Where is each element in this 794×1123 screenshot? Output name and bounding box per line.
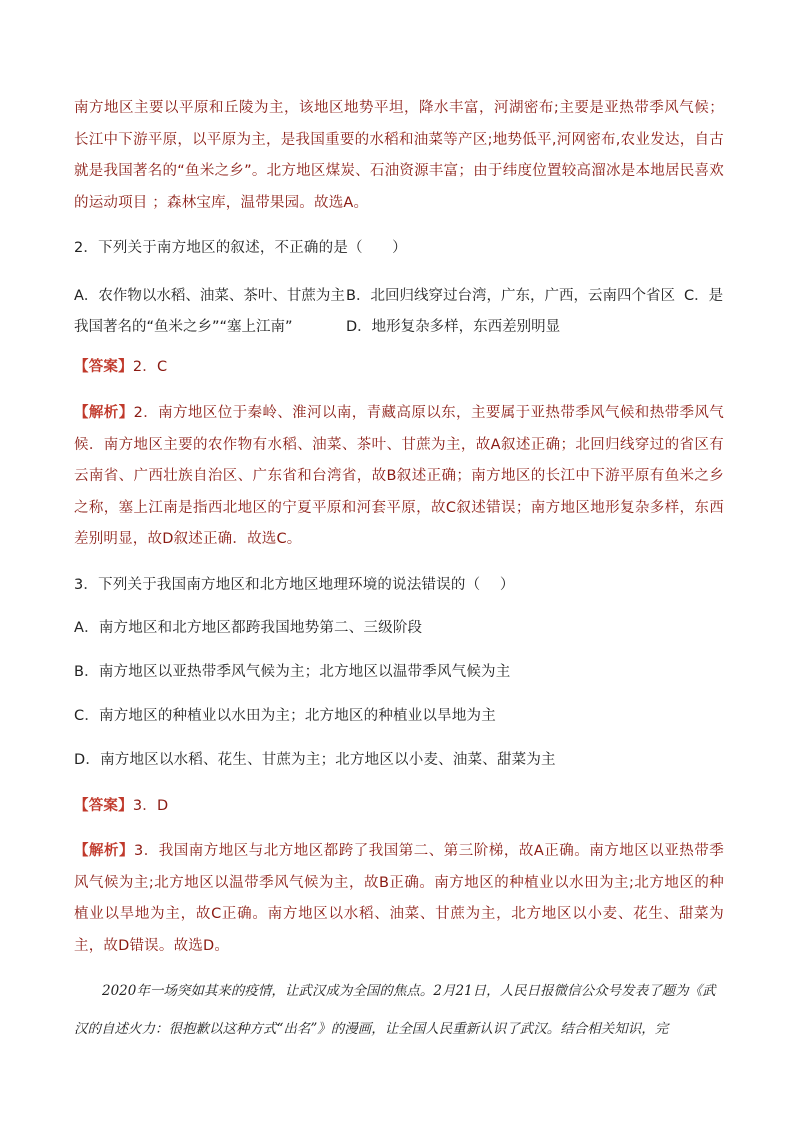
question-3-option-b: B．南方地区以亚热带季风气候为主；北方地区以温带季风气候为主 — [74, 664, 511, 680]
question-3-option-a: A．南方地区和北方地区都跨我国地势第二、三级阶段 — [74, 620, 423, 636]
question-2-option-a: A．农作物以水稻、油菜、茶叶、甘蔗为主 — [74, 288, 345, 304]
explanation-paragraph-1: 南方地区主要以平原和丘陵为主，该地区地势平坦，降水丰富，河湖密布;主要是亚热带季风气候；长江中下游平原，以平原为主，是我国重要的水稻和油菜等产区;地势低平,河网密布,农业发达，自古就是我国著名的“鱼米之乡”。北方地区煤炭、石油资源丰富；由于纬度位置较高溜冰是本地居民喜欢的运动项目 ；森林宝库，温带果园。故选A。 — [74, 100, 724, 211]
question-2-option-d: D．地形复杂多样，东西差别明显 — [346, 319, 561, 335]
answer-value: 3．D — [132, 798, 169, 814]
question-2-option-c-end: 我国著名的“鱼米之乡”“塞上江南” — [74, 319, 293, 335]
question-2-analysis — [74, 398, 724, 556]
question-2-option-b: B．北回归线穿过台湾，广东，广西，云南四个省区 — [346, 288, 675, 304]
question-3-option-d: D．南方地区以水稻、花生、甘蔗为主；北方地区以小麦、油菜、甜菜为主 — [74, 752, 556, 768]
question-3-option-c: C．南方地区的种植业以水田为主；北方地区的种植业以旱地为主 — [74, 708, 496, 724]
question-3-answer — [74, 791, 724, 823]
question-2-options-row-1 — [74, 284, 724, 306]
answer-tag: 【答案】 — [74, 359, 133, 375]
analysis-text: 3．我国南方地区与北方地区都跨了我国第二、第三阶梯，故A正确。南方地区以亚热带季风气候为主;北方地区以温带季风气候为主，故B正确。南方地区的种植业以水田为主;北方地区的种植业以旱地为主，故C正确。南方地区以水稻、油菜、甘蔗为主，北方地区以小麦、花生、甜菜为主，故D错误。故选D。 — [74, 843, 724, 954]
question-2-option-c-start: C．是 — [684, 288, 724, 304]
next-question-intro: 2020年一场突如其来的疫情，让武汉成为全国的焦点。2月21日，人民日报微信公众号发表了题为《武汉的自述火力：很抱歉以这种方式“出名”》的漫画，让全国人民重新认识了武汉。结合相关知识，完 — [74, 983, 716, 1037]
question-2-options-row-2 — [74, 315, 724, 337]
question-2-stem: 2．下列关于南方地区的叙述，不正确的是（ ） — [74, 240, 407, 256]
analysis-text: 2．南方地区位于秦岭、淮河以南，青藏高原以东，主要属于亚热带季风气候和热带季风气候．南方地区主要的农作物有水稻、油菜、茶叶、甘蔗为主，故A叙述正确；北回归线穿过的省区有云南省、广西壮族自治区、广东省和台湾省，故B叙述正确；南方地区的长江中下游平原有鱼米之乡之称，塞上江南是指西北地区的宁夏平原和河套平原，故C叙述错误；南方地区地形复杂多样，东西差别明显，故D叙述正确．故选C。 — [74, 405, 724, 547]
question-2-answer — [74, 352, 724, 384]
answer-tag: 【答案】 — [74, 798, 133, 814]
answer-value: 2．C — [132, 359, 168, 375]
question-3-stem: 3．下列关于我国南方地区和北方地区地理环境的说法错误的（ ） — [74, 577, 515, 593]
analysis-tag: 【解析】 — [74, 843, 135, 859]
question-3-analysis — [74, 836, 724, 962]
analysis-tag: 【解析】 — [74, 405, 134, 421]
